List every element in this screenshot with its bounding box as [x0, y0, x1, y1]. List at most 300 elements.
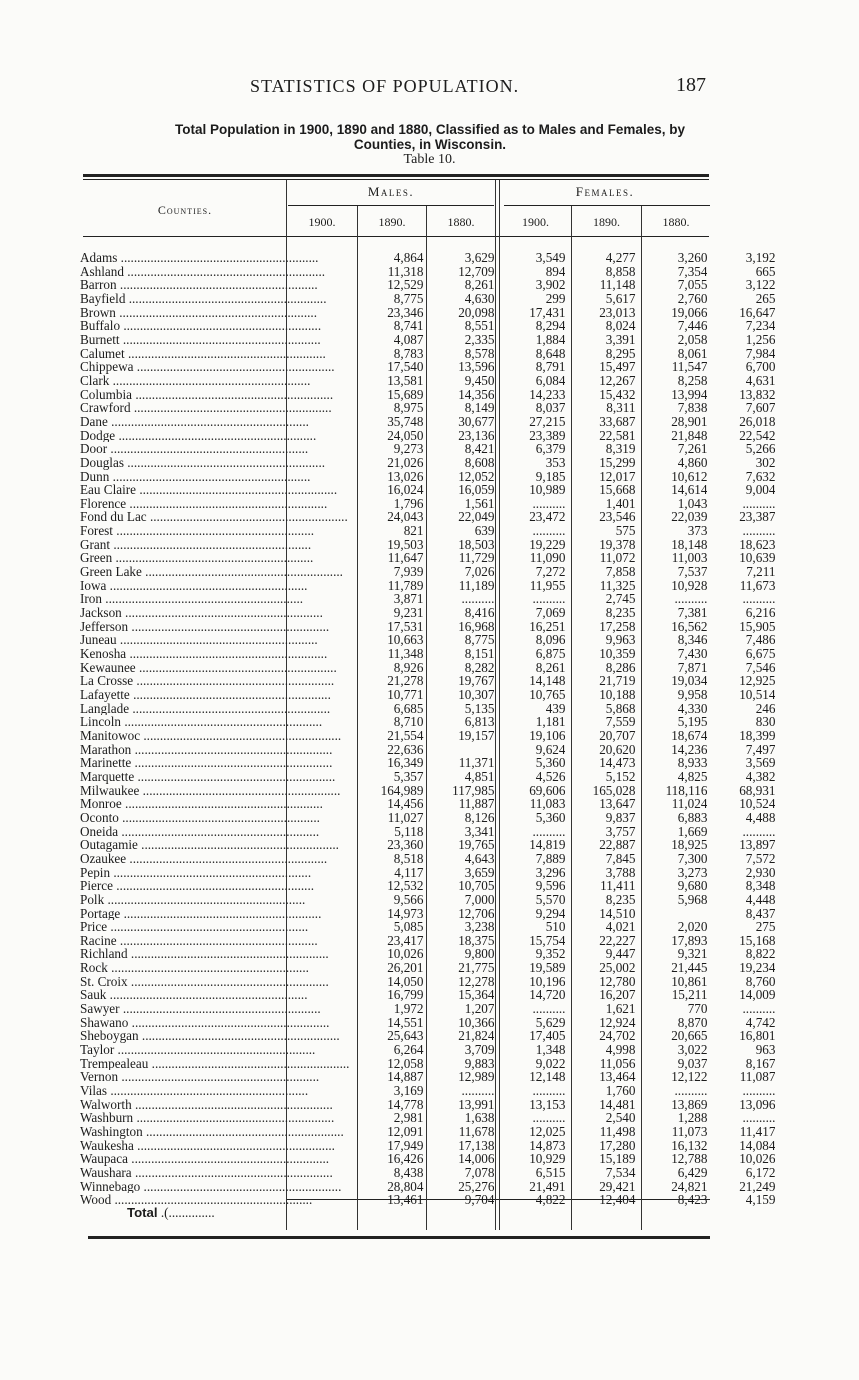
- table-row: [80, 961, 775, 975]
- population-value: 14,973: [387, 906, 424, 921]
- population-value: 8,061: [677, 346, 708, 361]
- population-value: 5,360: [535, 810, 566, 825]
- population-value: 3,569: [745, 756, 776, 770]
- population-value: 9,624: [535, 742, 566, 757]
- population-value: 9,022: [535, 1056, 566, 1071]
- population-value: 14,473: [599, 756, 636, 770]
- county-name: St. Croix ............................................................: [80, 974, 329, 989]
- county-name: Adams ............................................................: [80, 251, 319, 265]
- population-value: 5,085: [393, 920, 424, 934]
- population-value: 14,510: [599, 906, 636, 921]
- county-name: Chippewa ............................................................: [80, 360, 335, 374]
- county-name: Marinette ............................................................: [80, 756, 333, 770]
- population-value: 1,181: [535, 715, 566, 729]
- population-value: 10,765: [529, 688, 566, 702]
- county-name: Iron ............................................................: [80, 592, 304, 607]
- population-value: 8,775: [393, 291, 424, 306]
- population-value: 23,472: [529, 510, 566, 525]
- county-name: Calumet ............................................................: [80, 346, 326, 361]
- population-value: 12,924: [599, 1015, 636, 1030]
- group-rule-males: [288, 205, 494, 206]
- population-value: 28,804: [387, 1179, 424, 1194]
- population-value: 2,745: [605, 592, 636, 607]
- population-value: 7,559: [605, 715, 636, 729]
- table-row: [80, 278, 775, 292]
- county-name: Vernon ............................................................: [80, 1070, 320, 1085]
- population-value: ..........: [532, 1084, 566, 1098]
- population-value: 894: [545, 264, 566, 279]
- population-value: 8,286: [605, 660, 636, 675]
- population-value: 4,851: [464, 769, 495, 784]
- table-row: [80, 497, 775, 511]
- population-value: 5,360: [535, 756, 566, 770]
- year-heading: 1890.: [378, 215, 406, 229]
- population-value: 1,796: [393, 496, 424, 511]
- population-value: 19,066: [671, 305, 708, 320]
- population-value: 18,148: [671, 537, 708, 552]
- population-value: 7,381: [677, 606, 708, 620]
- population-value: 19,106: [529, 728, 566, 743]
- table-row: [80, 784, 775, 798]
- population-value: ..........: [742, 1084, 776, 1098]
- population-value: 9,704: [464, 1193, 495, 1207]
- population-value: 5,118: [394, 824, 424, 839]
- county-name: Manitowoc ............................................................: [80, 728, 342, 743]
- population-value: 21,848: [671, 428, 708, 443]
- table-row: [80, 470, 775, 484]
- population-value: 7,845: [605, 851, 636, 866]
- population-value: 11,417: [739, 1125, 776, 1139]
- population-value: ..........: [532, 592, 566, 607]
- population-value: 7,026: [464, 565, 495, 579]
- population-value: 35,748: [387, 414, 424, 429]
- population-value: 8,282: [464, 660, 495, 675]
- population-value: 7,446: [677, 319, 708, 333]
- population-value: 4,382: [745, 769, 776, 784]
- year-heading: 1880.: [447, 215, 475, 229]
- population-value: 12,025: [529, 1125, 566, 1139]
- population-value: 16,024: [387, 483, 424, 497]
- table-row: [80, 483, 775, 497]
- population-value: 23,360: [387, 838, 424, 852]
- population-value: 12,925: [739, 674, 776, 688]
- population-value: 8,295: [605, 346, 636, 361]
- population-value: 6,264: [393, 1043, 424, 1057]
- bottom-rule: [88, 1236, 710, 1239]
- population-value: 11,027: [387, 810, 424, 825]
- population-value: 2,930: [745, 865, 776, 880]
- table-row: [80, 838, 775, 852]
- population-value: 9,004: [745, 483, 776, 497]
- population-value: 299: [545, 291, 566, 306]
- population-value: 639: [474, 524, 495, 538]
- table-row: [80, 1180, 775, 1194]
- total-label: Total .(..............: [127, 1205, 215, 1220]
- population-value: 9,800: [464, 947, 495, 962]
- population-value: 12,709: [458, 264, 495, 279]
- table-row: [80, 770, 775, 784]
- population-value: 6,675: [745, 647, 776, 661]
- population-value: 15,905: [739, 619, 776, 634]
- population-value: 8,258: [677, 373, 708, 388]
- county-name: Lincoln ............................................................: [80, 715, 323, 729]
- population-value: 4,488: [745, 810, 776, 825]
- population-value: 8,775: [464, 633, 495, 648]
- population-value: 16,251: [529, 619, 566, 634]
- population-value: 7,000: [464, 892, 495, 907]
- population-value: 21,775: [458, 961, 495, 975]
- county-name: Kenosha ............................................................: [80, 647, 328, 661]
- population-value: 2,981: [393, 1111, 424, 1125]
- population-value: 19,503: [387, 537, 424, 552]
- population-value: 22,227: [599, 933, 636, 948]
- county-name: Dunn ............................................................: [80, 469, 311, 484]
- population-value: 1,638: [464, 1111, 495, 1125]
- females-heading: Females.: [575, 184, 635, 199]
- population-value: 8,822: [745, 947, 776, 962]
- county-name: Burnett ............................................................: [80, 332, 321, 347]
- population-value: 12,052: [458, 469, 495, 484]
- county-name: Clark ............................................................: [80, 373, 311, 388]
- population-value: 15,168: [739, 933, 776, 948]
- population-value: 353: [545, 455, 566, 470]
- county-name: Price ............................................................: [80, 920, 309, 934]
- population-value: 8,438: [393, 1165, 424, 1180]
- population-value: 3,788: [605, 865, 636, 880]
- table-row: [80, 825, 775, 839]
- population-value: 7,546: [745, 660, 776, 675]
- population-value: 830: [755, 715, 776, 729]
- population-value: 6,429: [677, 1165, 708, 1180]
- population-value: 4,643: [464, 851, 495, 866]
- population-value: 20,707: [599, 728, 636, 743]
- population-value: 11,072: [599, 551, 636, 566]
- population-value: 1,669: [677, 824, 708, 839]
- population-value: 3,169: [393, 1084, 424, 1098]
- population-value: 5,195: [677, 715, 708, 729]
- population-value: 14,084: [739, 1138, 776, 1153]
- population-value: 18,674: [671, 728, 708, 743]
- table-row: [80, 551, 775, 565]
- population-value: 11,789: [387, 578, 424, 593]
- county-name: Wood ............................................................: [80, 1193, 313, 1207]
- population-value: 9,963: [605, 633, 636, 648]
- population-value: 13,026: [387, 469, 424, 484]
- population-value: 8,261: [535, 660, 566, 675]
- population-value: 21,026: [387, 455, 424, 470]
- population-value: 8,760: [745, 974, 776, 989]
- population-value: 17,258: [599, 619, 636, 634]
- county-name: Portage ............................................................: [80, 906, 322, 921]
- population-value: 9,447: [605, 947, 636, 962]
- population-value: 11,024: [671, 797, 708, 811]
- population-value: 12,148: [529, 1070, 566, 1085]
- population-value: 9,321: [677, 947, 708, 962]
- county-name: Iowa ............................................................: [80, 578, 308, 593]
- county-name: Sauk ............................................................: [80, 988, 308, 1003]
- population-value: 9,185: [535, 469, 566, 484]
- population-value: 16,799: [387, 988, 424, 1003]
- table-row: [80, 1016, 775, 1030]
- population-value: 8,578: [464, 346, 495, 361]
- subheader-rule: [83, 236, 709, 237]
- county-name: Douglas ............................................................: [80, 455, 326, 470]
- population-value: 10,524: [739, 797, 776, 811]
- population-value: 4,330: [677, 701, 708, 716]
- group-rule-females: [504, 205, 710, 206]
- table-row: [80, 1098, 775, 1112]
- population-value: 821: [403, 524, 424, 538]
- population-value: 6,700: [745, 360, 776, 374]
- population-value: 3,273: [677, 865, 708, 880]
- caption-line-1: Total Population in 1900, 1890 and 1880, Classified as to Males and Females, by: [175, 122, 685, 137]
- population-value: 15,497: [599, 360, 636, 374]
- population-value: 8,261: [464, 278, 495, 292]
- population-value: 18,375: [458, 933, 495, 948]
- population-value: 11,411: [600, 879, 636, 893]
- population-value: 4,822: [535, 1193, 566, 1207]
- table-row: [80, 1139, 775, 1153]
- county-name: Washington ............................................................: [80, 1125, 344, 1139]
- table-row: [80, 592, 775, 606]
- population-value: 19,767: [458, 674, 495, 688]
- table-row: [80, 510, 775, 524]
- population-value: 14,873: [529, 1138, 566, 1153]
- population-value: 1,972: [393, 1002, 424, 1016]
- population-value: 439: [545, 701, 566, 716]
- males-heading: Males.: [367, 184, 415, 199]
- population-value: 14,236: [671, 742, 708, 757]
- population-value: 5,968: [677, 892, 708, 907]
- population-value: ..........: [674, 592, 708, 607]
- population-value: 24,043: [387, 510, 424, 525]
- population-value: 12,267: [599, 373, 636, 388]
- population-value: 9,352: [535, 947, 566, 962]
- population-value: 26,201: [387, 961, 424, 975]
- running-title: STATISTICS OF POPULATION.: [250, 76, 520, 96]
- population-value: 10,989: [529, 483, 566, 497]
- county-name: Ashland ............................................................: [80, 264, 326, 279]
- population-value: 7,939: [393, 565, 424, 579]
- top-rule-thin: [83, 179, 709, 180]
- population-value: 14,551: [387, 1015, 424, 1030]
- table-row: [80, 319, 775, 333]
- population-value: 665: [755, 264, 776, 279]
- population-value: 18,399: [739, 728, 776, 743]
- county-name: Milwaukee ............................................................: [80, 783, 341, 798]
- population-value: 16,426: [387, 1152, 424, 1166]
- population-value: 8,348: [745, 879, 776, 893]
- population-value: 16,647: [739, 305, 776, 320]
- population-value: 8,294: [535, 319, 566, 333]
- population-value: 7,537: [677, 565, 708, 579]
- population-value: 10,359: [599, 647, 636, 661]
- population-value: 10,366: [458, 1015, 495, 1030]
- population-value: 7,858: [605, 565, 636, 579]
- population-value: 30,677: [458, 414, 495, 429]
- population-value: 9,231: [393, 606, 424, 620]
- county-name: Oneida ............................................................: [80, 824, 320, 839]
- population-value: 11,547: [671, 360, 708, 374]
- population-value: 14,009: [739, 988, 776, 1003]
- population-value: [428, 743, 494, 757]
- population-value: 7,354: [677, 264, 708, 279]
- population-value: 24,702: [599, 1029, 636, 1044]
- population-value: ..........: [532, 1002, 566, 1016]
- population-value: 13,596: [458, 360, 495, 374]
- population-value: 8,037: [535, 401, 566, 415]
- county-name: Trempealeau ............................................................: [80, 1056, 350, 1071]
- population-value: 3,122: [745, 278, 776, 292]
- population-value: 11,673: [739, 578, 776, 593]
- population-value: 19,765: [458, 838, 495, 852]
- table-row: [80, 1002, 775, 1016]
- population-value: 14,050: [387, 974, 424, 989]
- county-name: Fond du Lac ............................................................: [80, 510, 348, 525]
- population-value: 14,819: [529, 838, 566, 852]
- population-value: 15,689: [387, 387, 424, 402]
- population-value: 22,039: [671, 510, 708, 525]
- table-row: [80, 661, 775, 675]
- county-name: Langlade ............................................................: [80, 701, 331, 716]
- population-value: 7,632: [745, 469, 776, 484]
- county-name: La Crosse ............................................................: [80, 674, 335, 688]
- county-name: Buffalo ............................................................: [80, 319, 322, 333]
- population-value: 19,034: [671, 674, 708, 688]
- population-value: 12,017: [599, 469, 636, 484]
- population-value: ..........: [742, 592, 776, 607]
- population-value: 12,788: [671, 1152, 708, 1166]
- population-value: 12,058: [387, 1056, 424, 1071]
- population-value: 7,497: [745, 742, 776, 757]
- population-value: 21,445: [671, 961, 708, 975]
- population-value: ..........: [532, 496, 566, 511]
- county-name: Green ............................................................: [80, 551, 314, 566]
- population-value: 6,813: [464, 715, 495, 729]
- population-value: 5,135: [464, 701, 495, 716]
- population-value: 10,771: [387, 688, 424, 702]
- table-row: [80, 893, 775, 907]
- population-value: 1,621: [605, 1002, 636, 1016]
- county-name: Pierce ............................................................: [80, 879, 315, 893]
- population-value: 9,037: [677, 1056, 708, 1071]
- population-value: 10,929: [529, 1152, 566, 1166]
- population-value: 10,026: [387, 947, 424, 962]
- population-value: 7,430: [677, 647, 708, 661]
- population-value: 3,549: [535, 251, 566, 265]
- population-value: 7,078: [464, 1165, 495, 1180]
- population-value: 13,869: [671, 1097, 708, 1112]
- population-value: 1,401: [605, 496, 636, 511]
- population-value: ..........: [742, 824, 776, 839]
- population-value: 8,648: [535, 346, 566, 361]
- population-value: 3,709: [464, 1043, 495, 1057]
- population-value: 3,022: [677, 1043, 708, 1057]
- county-name: Bayfield ............................................................: [80, 291, 327, 306]
- population-value: 4,159: [745, 1193, 776, 1207]
- county-name: Oconto ............................................................: [80, 810, 320, 825]
- population-value: 9,883: [464, 1056, 495, 1071]
- population-value: 14,887: [387, 1070, 424, 1085]
- county-name: Taylor ............................................................: [80, 1043, 316, 1057]
- population-value: 12,091: [387, 1125, 424, 1139]
- population-value: 4,087: [393, 332, 424, 347]
- population-value: 21,554: [387, 728, 424, 743]
- population-value: 8,423: [677, 1193, 708, 1207]
- county-name: Walworth ............................................................: [80, 1097, 333, 1112]
- county-name: Green Lake ............................................................: [80, 565, 343, 579]
- population-value: 5,152: [605, 769, 636, 784]
- population-value: 17,540: [387, 360, 424, 374]
- population-value: 4,277: [605, 251, 636, 265]
- county-name: Kewaunee ............................................................: [80, 660, 337, 675]
- population-value: 5,570: [535, 892, 566, 907]
- county-name: Pepin ............................................................: [80, 865, 312, 880]
- population-value: 69,606: [529, 783, 566, 798]
- population-value: 10,196: [529, 974, 566, 989]
- population-value: 15,211: [671, 988, 708, 1003]
- population-value: 13,991: [458, 1097, 495, 1112]
- population-value: 9,958: [677, 688, 708, 702]
- population-value: 8,346: [677, 633, 708, 648]
- population-value: ..........: [742, 524, 776, 538]
- population-value: 7,607: [745, 401, 776, 415]
- county-name: Grant ............................................................: [80, 537, 312, 552]
- population-value: 12,404: [599, 1193, 636, 1207]
- population-value: 23,387: [739, 510, 776, 525]
- population-value: 16,207: [599, 988, 636, 1003]
- population-value: 8,096: [535, 633, 566, 648]
- population-value: 22,636: [387, 742, 424, 757]
- population-value: 3,296: [535, 865, 566, 880]
- population-value: ..........: [532, 824, 566, 839]
- table-row: [80, 429, 775, 443]
- population-value: 165,028: [592, 783, 636, 798]
- table-row: [80, 1166, 775, 1180]
- population-value: 16,562: [671, 619, 708, 634]
- population-value: 10,705: [458, 879, 495, 893]
- county-name: Waushara ............................................................: [80, 1165, 333, 1180]
- population-value: 6,685: [393, 701, 424, 716]
- county-name: Outagamie ............................................................: [80, 838, 339, 852]
- county-name: Columbia ............................................................: [80, 387, 334, 402]
- population-value: 2,760: [677, 291, 708, 306]
- table-label: Table 10.: [403, 152, 456, 167]
- population-value: 1,760: [605, 1084, 636, 1098]
- county-name: Monroe ............................................................: [80, 797, 323, 811]
- caption-line-2: Counties, in Wisconsin.: [353, 137, 507, 152]
- population-value: 17,531: [387, 619, 424, 634]
- population-value: 19,157: [458, 728, 495, 743]
- population-value: 18,623: [739, 537, 776, 552]
- table-row: [80, 388, 775, 402]
- population-value: ..........: [532, 1111, 566, 1125]
- population-value: 11,090: [529, 551, 566, 566]
- population-value: 9,566: [393, 892, 424, 907]
- population-value: 2,335: [464, 332, 495, 347]
- population-value: 3,238: [464, 920, 495, 934]
- population-value: 68,931: [739, 783, 776, 798]
- population-value: 14,614: [671, 483, 708, 497]
- population-value: 3,192: [745, 251, 776, 265]
- population-value: 8,783: [393, 346, 424, 361]
- population-value: 7,272: [535, 565, 566, 579]
- population-value: 18,503: [458, 537, 495, 552]
- population-value: 3,757: [605, 824, 636, 839]
- population-value: 29,421: [599, 1179, 636, 1194]
- table-row: [80, 1029, 775, 1043]
- table-row: [80, 1043, 775, 1057]
